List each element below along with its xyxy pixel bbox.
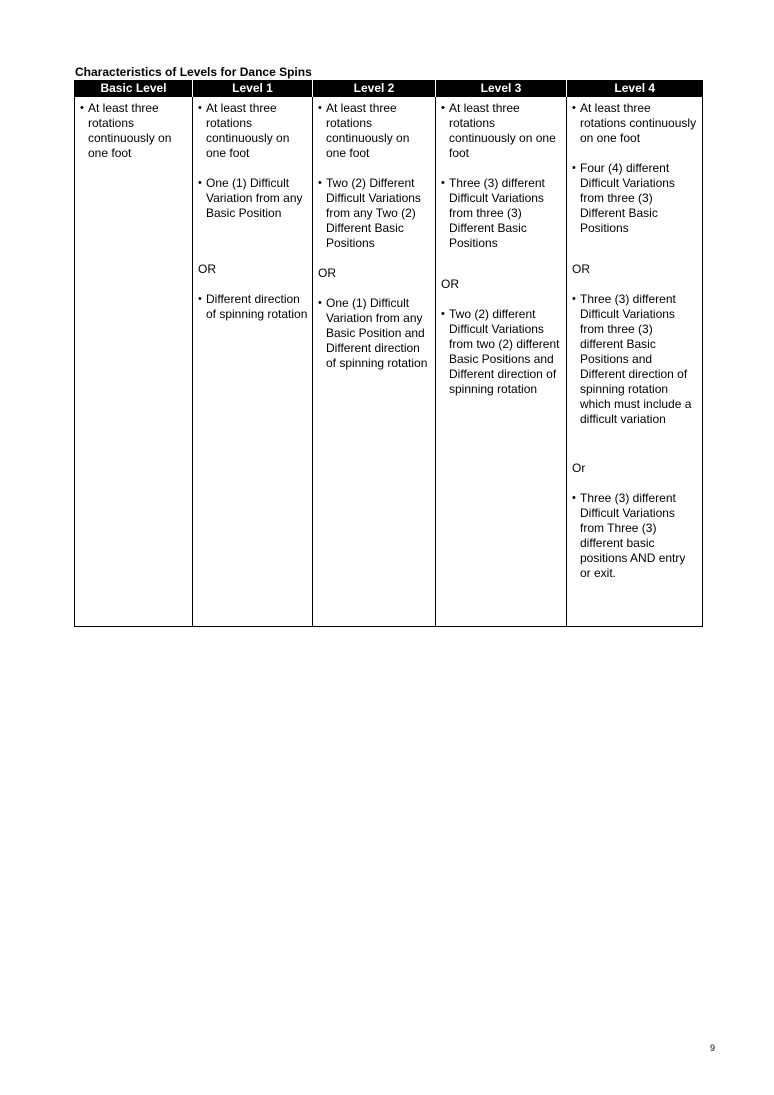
cell-level-3 xyxy=(436,97,567,627)
list-item xyxy=(572,292,698,427)
bullet-icon: • xyxy=(572,293,576,305)
list-item xyxy=(572,491,698,581)
page-number: 9 xyxy=(710,1043,716,1053)
list-item xyxy=(198,101,308,161)
bullet-icon: • xyxy=(572,102,576,114)
table-header-row xyxy=(75,80,703,97)
bullet-icon: • xyxy=(318,177,322,189)
list-item xyxy=(441,307,562,397)
bullet-icon: • xyxy=(198,293,202,305)
or-separator: OR xyxy=(441,277,459,291)
list-item xyxy=(318,296,431,371)
bullet-icon: • xyxy=(572,492,576,504)
list-item xyxy=(198,176,308,221)
list-item xyxy=(441,101,562,161)
or-separator: Or xyxy=(572,461,586,475)
item-text: Different direction of spinning rotation xyxy=(206,292,308,321)
page-title: Characteristics of Levels for Dance Spins xyxy=(75,65,312,79)
item-text: Two (2) different Difficult Variations from two (2) different Basic Positions and Different direction of spinning rotation xyxy=(449,307,560,396)
cell-basic-level xyxy=(75,97,193,627)
bullet-icon: • xyxy=(441,308,445,320)
list-item xyxy=(572,161,698,236)
header-level-1: Level 1 xyxy=(193,80,313,97)
list-item xyxy=(318,101,431,161)
cell-level-2 xyxy=(313,97,436,627)
list-item xyxy=(198,292,308,322)
table-row xyxy=(75,97,703,627)
header-level-3: Level 3 xyxy=(436,80,567,97)
bullet-icon: • xyxy=(441,177,445,189)
header-level-4: Level 4 xyxy=(567,80,703,97)
bullet-icon: • xyxy=(441,102,445,114)
item-text: At least three rotations continuously on one foot xyxy=(449,101,556,160)
or-separator: OR xyxy=(198,262,216,276)
item-text: Three (3) different Difficult Variations from three (3) different Basic Positions and Different direction of spinning rotation which must include a difficult variation xyxy=(580,292,692,426)
cell-level-1 xyxy=(193,97,313,627)
levels-table xyxy=(74,80,703,627)
item-text: At least three rotations continuously on one foot xyxy=(326,101,410,160)
item-text: At least three rotations continuously on one foot xyxy=(206,101,290,160)
item-text: Four (4) different Difficult Variations from three (3) Different Basic Positions xyxy=(580,161,675,235)
item-text: One (1) Difficult Variation from any Basic Position and Different direction of spinning rotation xyxy=(326,296,428,370)
or-separator: OR xyxy=(318,266,336,280)
item-text: At least three rotations continuously on one foot xyxy=(88,101,172,160)
bullet-icon: • xyxy=(318,102,322,114)
item-text: Three (3) different Difficult Variations from Three (3) different basic positions AND entry or exit. xyxy=(580,491,686,580)
item-text: At least three rotations continuously on one foot xyxy=(580,101,697,145)
list-item xyxy=(441,176,562,251)
header-basic-level: Basic Level xyxy=(75,80,193,97)
item-text: Two (2) Different Difficult Variations from any Two (2) Different Basic Positions xyxy=(326,176,421,250)
header-level-2: Level 2 xyxy=(313,80,436,97)
bullet-icon: • xyxy=(198,177,202,189)
list-item xyxy=(318,176,431,251)
bullet-icon: • xyxy=(198,102,202,114)
item-text: One (1) Difficult Variation from any Basic Position xyxy=(206,176,303,220)
item-text: Three (3) different Difficult Variations from three (3) Different Basic Positions xyxy=(449,176,545,250)
bullet-icon: • xyxy=(572,162,576,174)
list-item xyxy=(80,101,188,161)
bullet-icon: • xyxy=(318,297,322,309)
list-item xyxy=(572,101,698,146)
or-separator: OR xyxy=(572,262,590,276)
cell-level-4 xyxy=(567,97,703,627)
bullet-icon: • xyxy=(80,102,84,114)
